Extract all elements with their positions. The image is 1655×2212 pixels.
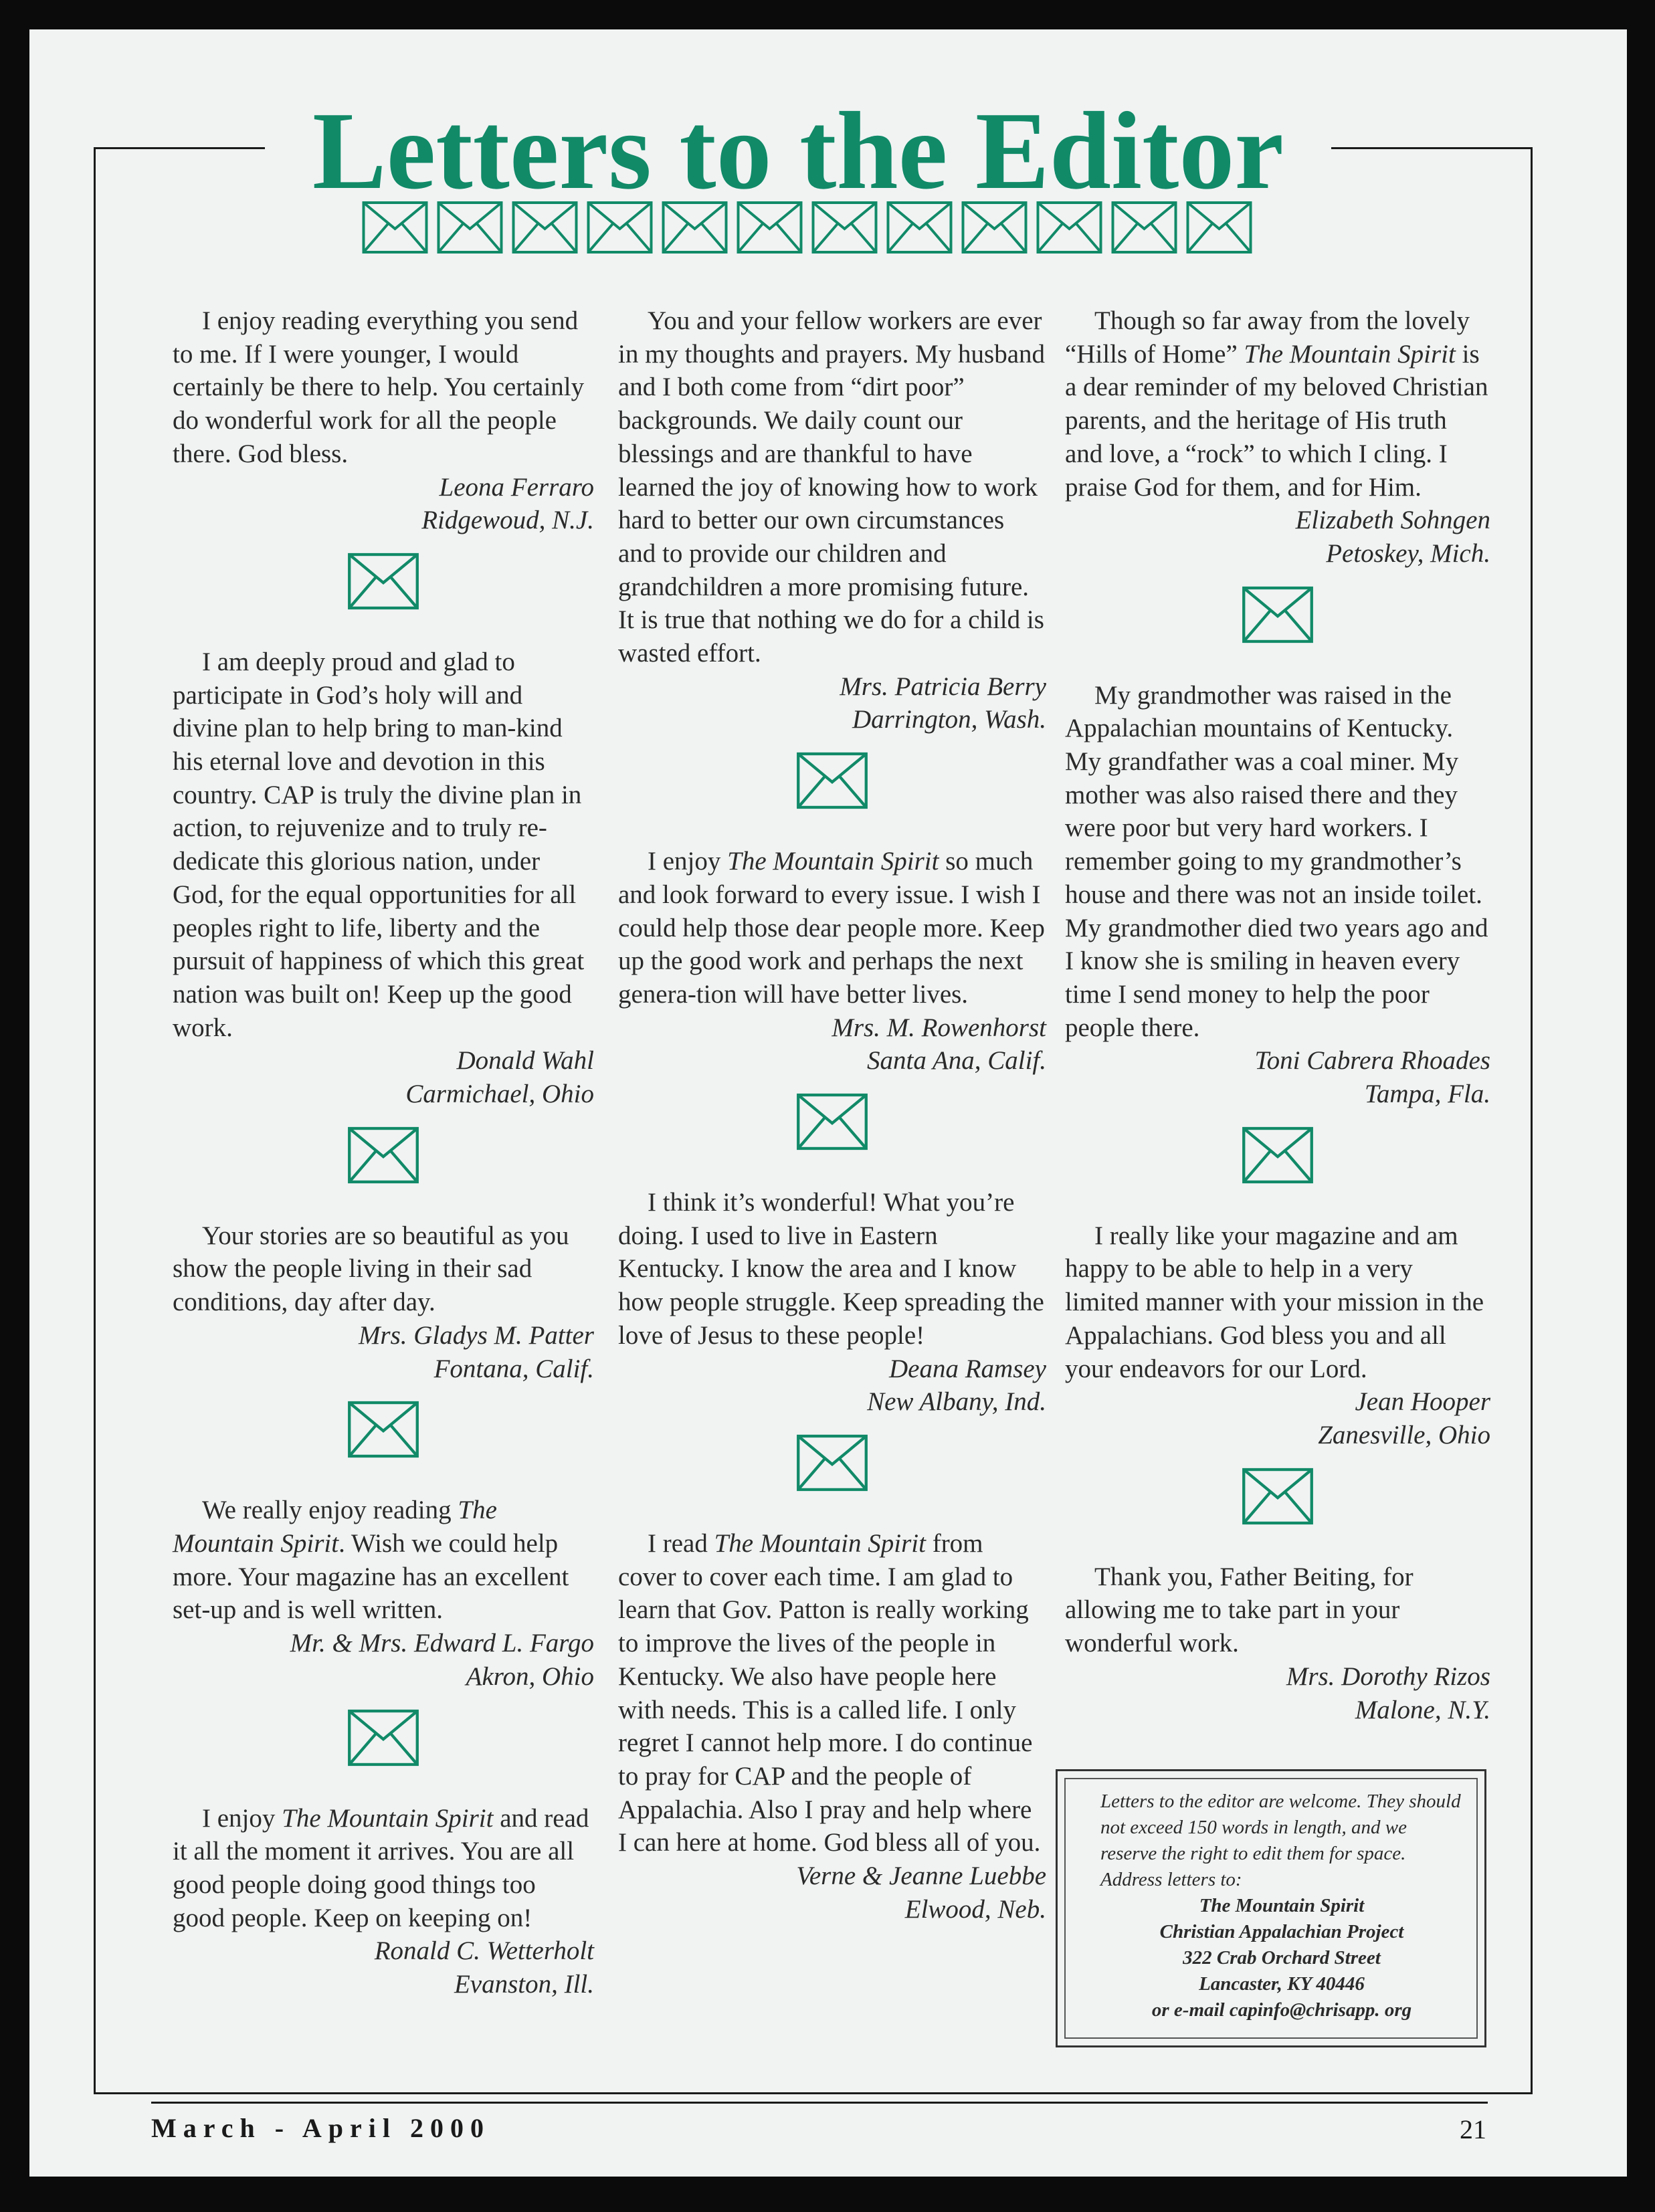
letter	[618, 845, 1046, 1078]
author-location: Fontana, Calif.	[433, 1354, 594, 1383]
author-location: New Albany, Ind.	[867, 1387, 1046, 1417]
envelope-icon	[796, 751, 868, 810]
author-name: Mrs. Patricia Berry	[840, 672, 1046, 701]
letter-body	[1065, 304, 1490, 504]
letter-text: We really enjoy reading	[202, 1496, 458, 1525]
letter-text: I read	[648, 1528, 714, 1558]
letter-separator	[618, 1433, 1046, 1492]
letter-separator	[1065, 1467, 1490, 1526]
author-name: Mr. & Mrs. Edward L. Fargo	[290, 1629, 594, 1658]
envelope-icon	[1110, 201, 1178, 254]
author-location: Zanesville, Ohio	[1318, 1420, 1490, 1449]
letter	[618, 1186, 1046, 1419]
letter	[618, 304, 1046, 736]
magazine-title-mention: The Mountain Spirit	[282, 1803, 494, 1833]
address-line-magazine: The Mountain Spirit	[1199, 1895, 1365, 1916]
envelope-icon	[961, 201, 1028, 254]
letter-separator	[173, 1400, 594, 1459]
submission-note: Letters to the editor are welcome. They should not exceed 150 words in length, and we reserve the right to edit them for space. Address letters to:	[1100, 1791, 1461, 1890]
letter-body: Your stories are so beautiful as you show the people living in their sad conditions, day after day.	[173, 1221, 569, 1317]
magazine-title-mention: The Mountain Spirit	[173, 1496, 497, 1558]
author-location: Elwood, Neb.	[904, 1894, 1046, 1924]
envelope-icon	[1242, 1126, 1314, 1185]
letter-separator	[1065, 585, 1490, 644]
author-name: Verne & Jeanne Luebbe	[796, 1862, 1046, 1891]
author-name: Ronald C. Wetterholt	[374, 1936, 594, 1966]
letter	[173, 1802, 594, 2001]
address-line-city: Lancaster, KY 40446	[1199, 1973, 1365, 1995]
author-name: Mrs. M. Rowenhorst	[832, 1013, 1046, 1042]
envelope-icon	[347, 1400, 419, 1459]
letter-text: Though so far away from the lovely “Hills of Home”	[1065, 306, 1470, 369]
author-location: Ridgewoud, N.J.	[421, 506, 594, 535]
letter-separator	[173, 1708, 594, 1767]
address-line-street: 322 Crab Orchard Street	[1183, 1947, 1381, 1969]
letter	[618, 1527, 1046, 1926]
issue-date: March - April 2000	[151, 2113, 491, 2143]
letter	[173, 1494, 594, 1693]
letter-body	[618, 1527, 1046, 1859]
magazine-title-mention: The Mountain Spirit	[727, 847, 939, 876]
author-name: Elizabeth Sohngen	[1295, 506, 1490, 535]
letter-separator	[1065, 1126, 1490, 1185]
footer-rule	[151, 2102, 1488, 2104]
letter-text: and read it all the moment it arrives. You are all good people doing good things too good people. Keep on keeping on!	[173, 1803, 589, 1932]
envelope-icon	[796, 1433, 868, 1492]
letter-body: I think it’s wonderful! What you’re doing. I used to live in Eastern Kentucky. I know the area and I know how people struggle. Keep spreading the love of Jesus to these people!	[618, 1188, 1044, 1350]
letter-body: I enjoy reading everything you send to me. If I were younger, I would certainly be there to help. You certainly do wonderful work for all the people there. God bless.	[173, 306, 585, 468]
letter-body: My grandmother was raised in the Appalachian mountains of Kentucky. My grandfather was a coal miner. My mother was also raised there and they were poor but very hard workers. I remember going to my grandmother’s house and there was not an inside toilet. My grandmother died two years ago and I know she is smiling in heaven every time I send money to help the poor people there.	[1065, 680, 1488, 1042]
letter-body: You and your fellow workers are ever in my thoughts and prayers. My husband and I both come from “dirt poor” backgrounds. We daily count our blessings and are thankful to have learned the joy of knowing how to work hard to better our own circumstances and to provide our children and grandchildren a more promising future. It is true that nothing we do for a child is wasted effort.	[618, 306, 1046, 668]
letter-text: so much and look forward to every issue. I wish I could help those dear people more. Keep up the good work and perhaps the next genera-tion will have better lives.	[618, 847, 1045, 1009]
author-name: Jean Hooper	[1355, 1387, 1490, 1417]
letter-body: Thank you, Father Beiting, for allowing me to take part in your wonderful work.	[1065, 1562, 1414, 1658]
letters-column-2	[618, 304, 1046, 1926]
magazine-title-mention: The Mountain Spirit	[1244, 339, 1456, 369]
letter-body: I really like your magazine and am happy to be able to help in a very limited manner with your mission in the Appalachians. God bless you and all your endeavors for our Lord.	[1065, 1221, 1484, 1383]
envelope-icon	[347, 1126, 419, 1185]
email-line: or e-mail capinfo@chrisapp. org	[1151, 1999, 1412, 2021]
envelope-ornament-row	[361, 201, 1253, 257]
envelope-icon	[1036, 201, 1103, 254]
letter-body	[618, 845, 1046, 1011]
letter-separator	[618, 751, 1046, 810]
envelope-icon	[736, 201, 803, 254]
envelope-icon	[1185, 201, 1253, 254]
letter-body	[173, 1802, 594, 1935]
letter	[173, 645, 594, 1111]
letter-text: . Wish we could help more. Your magazine has an excellent set-up and is well written.	[173, 1528, 569, 1625]
letter-text: I enjoy	[202, 1803, 282, 1833]
author-location: Santa Ana, Calif.	[867, 1046, 1046, 1076]
author-name: Mrs. Gladys M. Patter	[358, 1320, 594, 1350]
letter	[1065, 679, 1490, 1111]
letters-column-1	[173, 304, 594, 2001]
envelope-icon	[436, 201, 504, 254]
author-location: Akron, Ohio	[466, 1662, 594, 1691]
address-line-org: Christian Appalachian Project	[1159, 1921, 1404, 1942]
author-name: Mrs. Dorothy Rizos	[1286, 1662, 1490, 1691]
letter	[1065, 304, 1490, 571]
letter-text: is a dear reminder of my beloved Christian parents, and the heritage of His truth and love, a “rock” to which I cling. I praise God for them, and for Him.	[1065, 339, 1488, 502]
letter	[173, 1219, 594, 1386]
letter	[173, 304, 594, 537]
magazine-title-mention: The Mountain Spirit	[714, 1528, 926, 1558]
letter-text: from cover to cover each time. I am glad to learn that Gov. Patton is really working to improve the lives of the people in Kentucky. We also have people here with needs. This is a called life. I only regret I cannot help more. I do continue to pray for CAP and the people of Appalachia. Also I pray and help where I can here at home. God bless all of you.	[618, 1528, 1041, 1857]
envelope-icon	[347, 1708, 419, 1767]
letter	[1065, 1219, 1490, 1452]
envelope-icon	[347, 552, 419, 611]
submission-info-box	[1056, 1769, 1486, 2047]
author-location: Evanston, Ill.	[454, 1970, 594, 1999]
envelope-icon	[796, 1092, 868, 1151]
envelope-icon	[1242, 585, 1314, 644]
author-location: Carmichael, Ohio	[405, 1080, 594, 1109]
author-location: Darrington, Wash.	[852, 705, 1046, 734]
author-name: Deana Ramsey	[888, 1354, 1046, 1383]
letter	[1065, 1561, 1490, 1727]
letter-text: I enjoy	[648, 847, 728, 876]
envelope-icon	[1242, 1467, 1314, 1526]
letter-separator	[618, 1092, 1046, 1151]
envelope-icon	[886, 201, 953, 254]
letter-separator	[173, 1126, 594, 1185]
envelope-icon	[361, 201, 429, 254]
author-name: Toni Cabrera Rhoades	[1254, 1046, 1490, 1076]
author-name: Leona Ferraro	[439, 472, 594, 502]
letter-body: I am deeply proud and glad to participate in God’s holy will and divine plan to help bring to man-kind his eternal love and devotion in this country. CAP is truly the divine plan in action, to rejuvenize and to truly re-dedicate this glorious nation, under God, for the equal opportunities for all peoples right to life, liberty and the pursuit of happiness of which this great nation was built on! Keep up the good work.	[173, 647, 585, 1042]
author-location: Petoskey, Mich.	[1326, 538, 1490, 568]
envelope-icon	[811, 201, 878, 254]
author-name: Donald Wahl	[456, 1046, 594, 1076]
page-title: Letters to the Editor	[312, 89, 1284, 212]
letter-body	[173, 1494, 594, 1627]
envelope-icon	[511, 201, 579, 254]
author-location: Tampa, Fla.	[1364, 1080, 1490, 1109]
letters-column-3	[1065, 304, 1490, 1726]
envelope-icon	[661, 201, 728, 254]
envelope-icon	[586, 201, 654, 254]
page-number: 21	[1460, 2114, 1486, 2144]
letter-separator	[173, 552, 594, 611]
author-location: Malone, N.Y.	[1355, 1695, 1490, 1724]
